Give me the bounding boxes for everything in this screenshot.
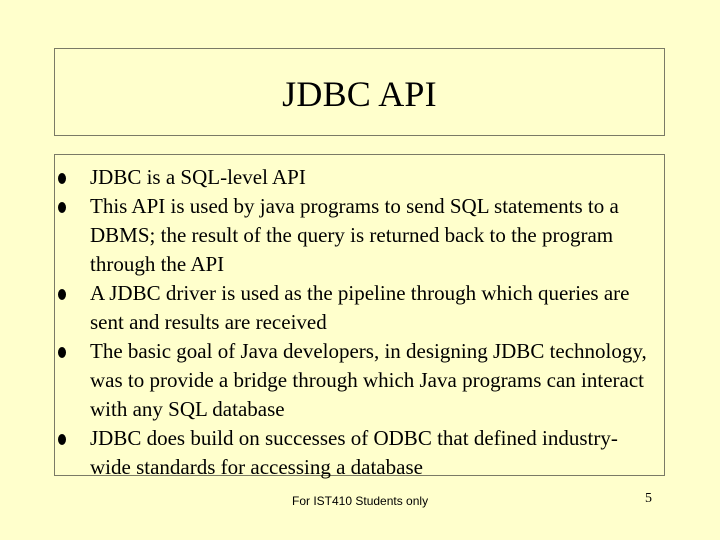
bullet-item xyxy=(55,163,664,192)
footer-text: For IST410 Students only xyxy=(292,494,429,508)
bullet-list xyxy=(55,163,664,482)
bullet-item xyxy=(55,424,664,482)
bullet-text: JDBC does build on successes of ODBC that defined industry-wide standards for accessing a database xyxy=(90,426,618,479)
bullet-text: This API is used by java programs to send SQL statements to a DBMS; the result of the query is returned back to the program through the API xyxy=(90,194,619,276)
bullet-dot-icon xyxy=(58,202,66,213)
content-box xyxy=(54,154,665,479)
bullet-dot-icon xyxy=(58,347,66,358)
bullet-dot-icon xyxy=(58,434,66,445)
page-number: 5 xyxy=(645,491,652,506)
bullet-item xyxy=(55,337,664,424)
slide-title: JDBC API xyxy=(282,74,437,114)
bullet-item xyxy=(55,192,664,279)
bullet-item xyxy=(55,279,664,337)
bullet-dot-icon xyxy=(58,289,66,300)
title-box xyxy=(54,48,665,136)
bullet-text: The basic goal of Java developers, in designing JDBC technology, was to provide a bridge through which Java programs can interact with any SQL database xyxy=(90,339,647,421)
bullet-dot-icon xyxy=(58,173,66,184)
bullet-text: A JDBC driver is used as the pipeline through which queries are sent and results are received xyxy=(90,281,630,334)
bullet-text: JDBC is a SQL-level API xyxy=(90,165,306,189)
